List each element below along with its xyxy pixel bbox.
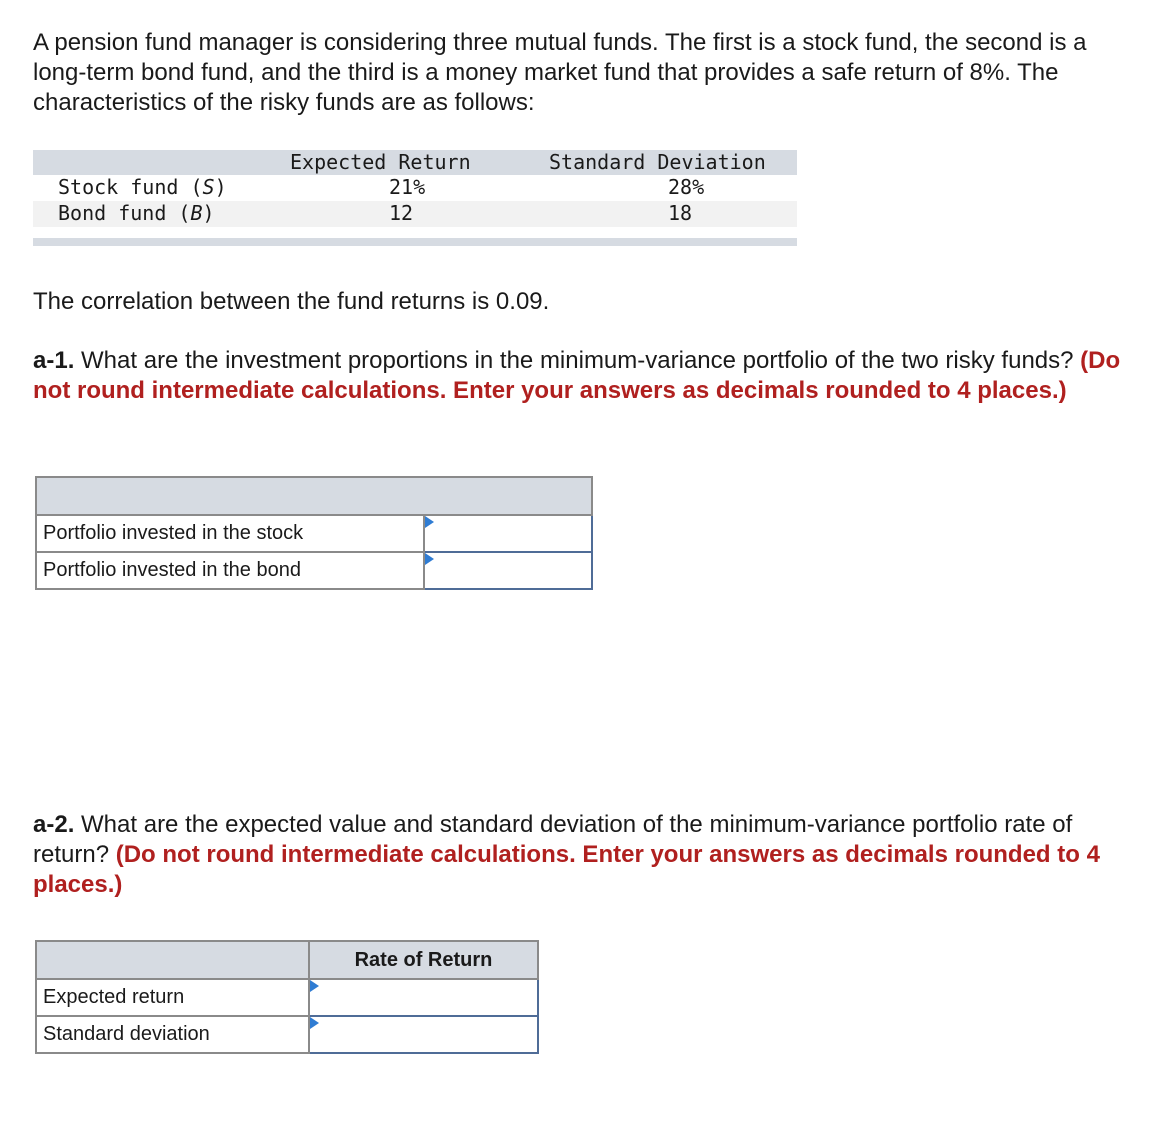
expected-return-value: 21%	[389, 175, 426, 199]
row-label: Portfolio invested in the stock	[36, 515, 424, 552]
row-label: Expected return	[36, 979, 309, 1016]
question-a2	[33, 810, 1133, 900]
answer-table-header	[36, 941, 538, 979]
standard-deviation-input[interactable]	[310, 1017, 537, 1052]
row-label: Portfolio invested in the bond	[36, 552, 424, 589]
header-standard-deviation: Standard Deviation	[549, 150, 766, 174]
fund-row-bond	[33, 201, 797, 227]
answer-row-bond	[36, 552, 592, 589]
question-a1	[33, 346, 1133, 406]
std-dev-value: 28%	[668, 175, 705, 199]
header-expected-return: Expected Return	[290, 150, 471, 174]
answer-table-a1	[35, 476, 593, 590]
bond-proportion-input[interactable]	[425, 553, 591, 588]
header-empty-cell	[36, 941, 309, 979]
question-text: What are the expected value and standard deviation of the minimum-variance portfolio rate of return?	[33, 811, 1073, 868]
std-dev-value: 18	[668, 201, 693, 225]
fund-characteristics-table	[33, 150, 797, 227]
answer-row-stock	[36, 515, 592, 552]
stock-proportion-input[interactable]	[425, 516, 591, 551]
question-note: (Do not round intermediate calculations. Enter your answers as decimals rounded to 4 places.)	[33, 841, 1100, 898]
fund-code: S	[202, 175, 215, 199]
intro-paragraph: A pension fund manager is considering three mutual funds. The first is a stock fund, the second is a long-term bond fund, and the third is a money market fund that provides a safe return of 8%. The characteristics of the risky funds are as follows:	[33, 29, 1087, 116]
answer-table-header	[36, 477, 592, 515]
bond-proportion-input-cell[interactable]	[424, 552, 592, 589]
stock-proportion-input-cell[interactable]	[424, 515, 592, 552]
correlation-text: The correlation between the fund returns is 0.09.	[33, 288, 550, 315]
answer-table-a2	[35, 940, 539, 1054]
fund-name: Stock fund (S)	[58, 175, 227, 199]
question-text: What are the investment proportions in the minimum-variance portfolio of the two risky funds?	[81, 347, 1074, 374]
expected-return-input-cell[interactable]	[309, 979, 538, 1016]
fund-table-header	[33, 150, 797, 175]
question-number: a-1.	[33, 347, 75, 374]
input-marker-icon	[310, 1017, 319, 1029]
expected-return-value: 12	[389, 201, 414, 225]
standard-deviation-input-cell[interactable]	[309, 1016, 538, 1053]
fund-name: Bond fund (B)	[58, 201, 215, 225]
input-marker-icon	[425, 553, 434, 565]
expected-return-input[interactable]	[310, 980, 537, 1015]
row-label: Standard deviation	[36, 1016, 309, 1053]
input-marker-icon	[425, 516, 434, 528]
header-cell	[36, 477, 592, 515]
answer-row-standard-deviation	[36, 1016, 538, 1053]
question-note: (Do not round intermediate calculations. Enter your answers as decimals rounded to 4 places.)	[33, 347, 1121, 404]
question-number: a-2.	[33, 811, 75, 838]
input-marker-icon	[310, 980, 319, 992]
answer-row-expected-return	[36, 979, 538, 1016]
fund-row-stock	[33, 175, 797, 201]
fund-code: B	[190, 201, 203, 225]
table-bottom-bar	[33, 238, 797, 246]
rate-of-return-header: Rate of Return	[309, 941, 538, 979]
